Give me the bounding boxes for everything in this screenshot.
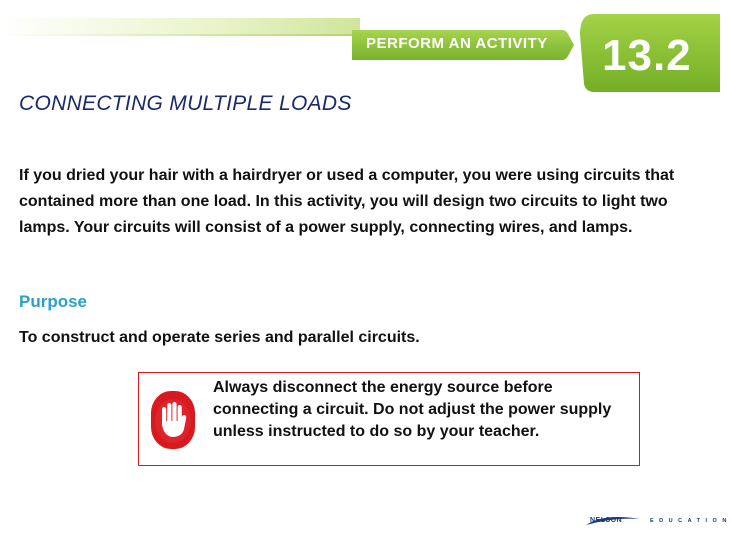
banner-label: PERFORM AN ACTIVITY <box>366 35 548 52</box>
stop-hand-icon <box>151 391 195 449</box>
activity-banner <box>352 28 576 62</box>
header-decor-line <box>0 34 360 36</box>
publisher-logo <box>584 513 732 533</box>
caution-text: Always disconnect the energy source before connecting a circuit. Do not adjust the power supply unless instructed to do so by your teacher. <box>213 379 612 440</box>
purpose-text: To construct and operate series and parallel circuits. <box>19 329 420 346</box>
caution-box <box>138 372 640 466</box>
logo-tagline: EDUCATION <box>650 518 732 524</box>
page-title: CONNECTING MULTIPLE LOADS <box>19 92 352 115</box>
section-badge <box>580 14 720 92</box>
intro-paragraph: If you dried your hair with a hairdryer or used a computer, you were using circuits that contained more than one load. In this activity, you will design two circuits to light two lamps. Your circuits will consist of a power supply, connecting wires, and lamps. <box>19 167 675 236</box>
logo-name: NELSON <box>590 517 623 524</box>
purpose-heading: Purpose <box>19 292 88 311</box>
section-number: 13.2 <box>602 31 692 80</box>
